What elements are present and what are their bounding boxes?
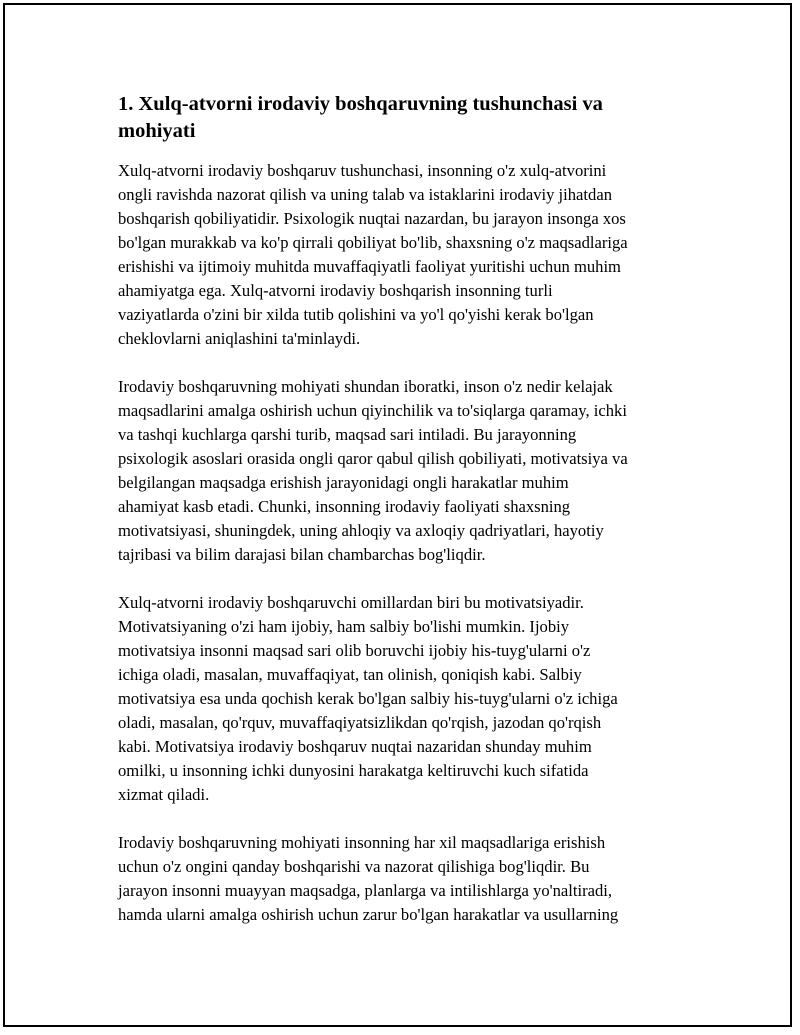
section-heading: 1. Xulq-atvorni irodaviy boshqaruvning tushunchasi va mohiyati — [118, 93, 603, 142]
paragraph-4: Irodaviy boshqaruvning mohiyati insonning har xil maqsadlariga erishish uchun o'z ongini qanday boshqarishi va nazorat qilishiga bog'liqdir. Bu jarayon insonni muayyan maqsadga, planlarga va intilishlarga yo'naltiradi, hamda ularni amalga oshirish uchun zarur bo'lgan harakatlar va usullarning — [118, 833, 619, 924]
document-body — [118, 91, 688, 951]
paragraph-1: Xulq-atvorni irodaviy boshqaruv tushunchasi, insonning o'z xulq-atvorini ongli ravishda nazorat qilish va uning talab va istaklarini irodaviy jihatdan boshqarish qobiliyatidir. Psixologik nuqtai nazardan, bu jarayon insonga xos bo'lgan murakkab va ko'p qirrali qobiliyat bo'lib, shaxsning o'z maqsadlariga erishishi va ijtimoiy muhitda muvaffaqiyatli faoliyat yuritishi uchun muhim ahamiyatga ega. Xulq-atvorni irodaviy boshqarish insonning turli vaziyatlarda o'zini bir xilda tutib qolishini va yo'l qo'yishi kerak bo'lgan cheklovlarni aniqlashini ta'minlaydi. — [118, 161, 628, 348]
paragraph-3: Xulq-atvorni irodaviy boshqaruvchi omillardan biri bu motivatsiyadir. Motivatsiyaning o'zi ham ijobiy, ham salbiy bo'lishi mumkin. Ijobiy motivatsiya insonni maqsad sari olib boruvchi ijobiy his-tuyg'ularni o'z ichiga oladi, masalan, muvaffaqiyat, tan olinish, qoniqish kabi. Salbiy motivatsiya esa unda qochish kerak bo'lgan salbiy his-tuyg'ularni o'z ichiga oladi, masalan, qo'rquv, muvaffaqiyatsizlikdan qo'rqish, jazodan qo'rqish kabi. Motivatsiya irodaviy boshqaruv nuqtai nazaridan shunday muhim omilki, u insonning ichki dunyosini harakatga keltiruvchi kuch sifatida xizmat qiladi. — [118, 593, 618, 804]
paragraph-2: Irodaviy boshqaruvning mohiyati shundan iboratki, inson o'z nedir kelajak maqsadlarini amalga oshirish uchun qiyinchilik va to'siqlarga qaramay, ichki va tashqi kuchlarga qarshi turib, maqsad sari intiladi. Bu jarayonning psixologik asoslari orasida ongli qaror qabul qilish qobiliyati, motivatsiya va belgilangan maqsadga erishish jarayonidagi ongli harakatlar muhim ahamiyat kasb etadi. Chunki, insonning irodaviy faoliyati shaxsning motivatsiyasi, shuningdek, uning ahloqiy va axloqiy qadriyatlari, hayotiy tajribasi va bilim darajasi bilan chambarchas bog'liqdir. — [118, 377, 628, 564]
